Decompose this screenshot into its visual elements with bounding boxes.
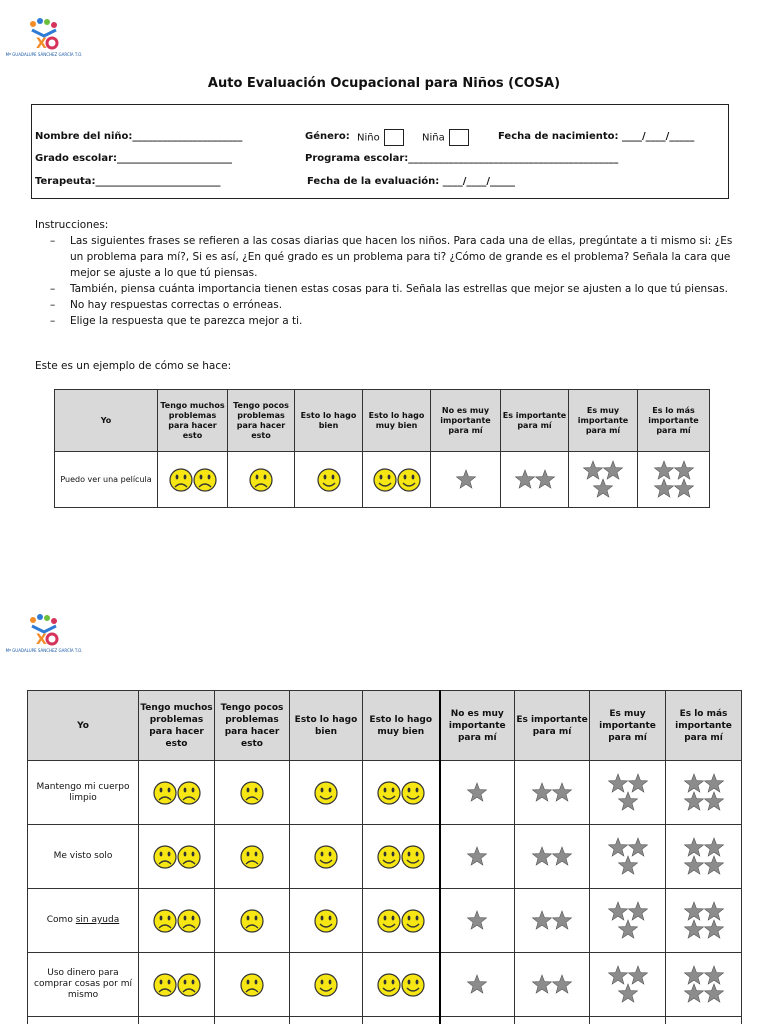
sad-face-icon: [239, 782, 265, 801]
instruction-item: – Elige la respuesta que te parezca mejor a ti.: [35, 313, 735, 329]
two-happy-faces-icon: [376, 846, 426, 865]
four-stars-icon: [682, 974, 726, 993]
four-stars-icon: [682, 846, 726, 865]
two-stars-icon: [530, 910, 574, 929]
cell-important[interactable]: [515, 889, 590, 953]
two-happy-faces-icon: [376, 910, 426, 929]
table-row: [28, 953, 742, 1017]
row-label: Mantengo mi cuerpo limpio: [28, 761, 139, 825]
cell-very-important[interactable]: [569, 452, 638, 508]
col-header-few-problems: Tengo pocos problemas para hacer esto: [228, 390, 295, 452]
instructions: [35, 217, 735, 329]
three-stars-icon: [606, 974, 650, 993]
gender-girl-option[interactable]: Niña: [422, 129, 475, 146]
col-header-do-very-well: Esto lo hago muy bien: [363, 691, 440, 761]
two-happy-faces-icon: [376, 782, 426, 801]
cell-not-important[interactable]: [440, 953, 515, 1017]
cell-most-important[interactable]: [666, 761, 742, 825]
instruction-item: – También, piensa cuánta importancia tienen estas cosas para ti. Señala las estrellas que mejor se ajusten a lo que tú piensas.: [35, 281, 735, 297]
happy-face-icon: [313, 910, 339, 929]
three-stars-icon: [581, 469, 625, 488]
cell-many-problems[interactable]: [139, 953, 215, 1017]
four-stars-icon: [682, 910, 726, 929]
child-name-field[interactable]: Nombre del niño:______________________: [35, 131, 243, 142]
two-happy-faces-icon: [376, 974, 426, 993]
two-sad-faces-icon: [152, 846, 202, 865]
page-title: Auto Evaluación Ocupacional para Niños (COSA): [207, 76, 561, 91]
cell-few-problems[interactable]: [215, 953, 290, 1017]
col-header-few-problems: Tengo pocos problemas para hacer esto: [215, 691, 290, 761]
gender-label: Género:: [305, 131, 350, 142]
sad-face-icon: [239, 846, 265, 865]
logo-caption: Mª GUADALUPE SÁNCHEZ GARCÍA T.O.: [5, 648, 83, 653]
two-stars-icon: [530, 782, 574, 801]
table-row-partial: [28, 1017, 742, 1024]
cell-not-important[interactable]: [440, 761, 515, 825]
col-header-most-important: Es lo más importante para mí: [638, 390, 710, 452]
two-happy-faces-icon: [372, 469, 422, 488]
three-stars-icon: [606, 846, 650, 865]
cell-many-problems[interactable]: [139, 761, 215, 825]
cell-not-important[interactable]: [440, 889, 515, 953]
col-header-do-very-well: Esto lo hago muy bien: [363, 390, 431, 452]
two-stars-icon: [530, 846, 574, 865]
svg-text:X: X: [36, 632, 47, 648]
assessment-header-row: [28, 691, 742, 761]
cell-very-important[interactable]: [590, 953, 666, 1017]
instruction-item: – No hay respuestas correctas o erróneas.: [35, 297, 735, 313]
happy-face-icon: [316, 469, 342, 488]
cell-few-problems[interactable]: [215, 889, 290, 953]
happy-face-icon: [313, 846, 339, 865]
cell-few-problems[interactable]: [215, 761, 290, 825]
svg-text:X: X: [36, 36, 47, 52]
instructions-heading: Instrucciones:: [35, 219, 109, 231]
col-header-very-important: Es muy importante para mí: [569, 390, 638, 452]
sad-face-icon: [248, 469, 274, 488]
cell-do-well[interactable]: [290, 953, 363, 1017]
cell-do-well[interactable]: [290, 825, 363, 889]
example-label: Este es un ejemplo de cómo se hace:: [35, 360, 232, 372]
cell-few-problems[interactable]: [215, 825, 290, 889]
instructions-list: [35, 233, 735, 329]
table-row: [28, 761, 742, 825]
gender-boy-option[interactable]: Niño: [357, 129, 410, 146]
cell-do-very-well[interactable]: [363, 953, 440, 1017]
sad-face-icon: [239, 910, 265, 929]
assessment-table: [27, 690, 742, 1024]
info-form: [31, 104, 729, 199]
col-header-do-well: Esto lo hago bien: [295, 390, 363, 452]
row-label: Como sin ayuda: [28, 889, 139, 953]
col-header-important: Es importante para mí: [515, 691, 590, 761]
row-label: Me visto solo: [28, 825, 139, 889]
cell-very-important[interactable]: [590, 761, 666, 825]
cell-do-very-well[interactable]: [363, 452, 431, 508]
cell-very-important[interactable]: [590, 825, 666, 889]
cell-do-very-well[interactable]: [363, 761, 440, 825]
grade-field[interactable]: Grado escolar:_______________________: [35, 153, 233, 164]
col-header-yo: Yo: [28, 691, 139, 761]
example-row-label: Puedo ver una película: [55, 452, 158, 508]
logo-hands-icon: [24, 612, 64, 648]
col-header-not-important: No es muy importante para mí: [431, 390, 501, 452]
cell-many-problems[interactable]: [139, 825, 215, 889]
col-header-very-important: Es muy importante para mí: [590, 691, 666, 761]
logo-caption: Mª GUADALUPE SÁNCHEZ GARCÍA T.O.: [5, 52, 83, 57]
two-stars-icon: [513, 469, 557, 488]
one-star-icon: [465, 974, 489, 993]
one-star-icon: [465, 846, 489, 865]
two-sad-faces-icon: [152, 974, 202, 993]
cell-do-well[interactable]: [290, 761, 363, 825]
one-star-icon: [465, 782, 489, 801]
table-row: [28, 889, 742, 953]
four-stars-icon: [652, 469, 696, 488]
cell-important[interactable]: [515, 761, 590, 825]
cell-important[interactable]: [515, 825, 590, 889]
col-header-not-important: No es muy importante para mí: [440, 691, 515, 761]
four-stars-icon: [682, 782, 726, 801]
cell-most-important[interactable]: [638, 452, 710, 508]
cell-many-problems[interactable]: [139, 889, 215, 953]
example-header-row: [55, 390, 710, 452]
eval-date-field[interactable]: Fecha de la evaluación: ____/____/_____: [307, 176, 516, 187]
cell-not-important[interactable]: [431, 452, 501, 508]
col-header-most-important: Es lo más importante para mí: [666, 691, 742, 761]
cell-do-well[interactable]: [295, 452, 363, 508]
cell-many-problems[interactable]: [158, 452, 228, 508]
one-star-icon: [454, 469, 478, 488]
cell-not-important[interactable]: [440, 825, 515, 889]
col-header-yo: Yo: [55, 390, 158, 452]
col-header-do-well: Esto lo hago bien: [290, 691, 363, 761]
cell-very-important[interactable]: [590, 889, 666, 953]
program-field[interactable]: Programa escolar:__________________________________________: [305, 153, 619, 164]
boy-checkbox[interactable]: [384, 129, 404, 146]
birth-date-field[interactable]: Fecha de nacimiento: ____/____/_____: [498, 131, 695, 142]
two-sad-faces-icon: [152, 782, 202, 801]
table-row: [28, 825, 742, 889]
girl-checkbox[interactable]: [449, 129, 469, 146]
happy-face-icon: [313, 782, 339, 801]
therapist-field[interactable]: Terapeuta:_________________________: [35, 176, 221, 187]
cell-important[interactable]: [501, 452, 569, 508]
cell-do-well[interactable]: [290, 889, 363, 953]
three-stars-icon: [606, 910, 650, 929]
cell-do-very-well[interactable]: [363, 825, 440, 889]
example-row: [55, 452, 710, 508]
one-star-icon: [465, 910, 489, 929]
logo: [4, 16, 84, 57]
logo-hands-icon: [24, 16, 64, 52]
col-header-many-problems: Tengo muchos problemas para hacer esto: [139, 691, 215, 761]
two-sad-faces-icon: [168, 469, 218, 488]
col-header-many-problems: Tengo muchos problemas para hacer esto: [158, 390, 228, 452]
sad-face-icon: [239, 974, 265, 993]
cell-most-important[interactable]: [666, 953, 742, 1017]
cell-important[interactable]: [515, 953, 590, 1017]
three-stars-icon: [606, 782, 650, 801]
cell-few-problems[interactable]: [228, 452, 295, 508]
happy-face-icon: [313, 974, 339, 993]
two-sad-faces-icon: [152, 910, 202, 929]
cell-most-important[interactable]: [666, 889, 742, 953]
cell-most-important[interactable]: [666, 825, 742, 889]
instruction-item: – Las siguientes frases se refieren a las cosas diarias que hacen los niños. Para cada una de ellas, pregúntate a ti mismo si: ¿Es un problema para mí?, Si es así, ¿En qué grado es un problema para ti? ¿Cómo de grande es el problema? Señala la cara que mejor se ajuste a lo que tú piensas.: [35, 233, 735, 281]
logo: [4, 612, 84, 653]
example-table: [54, 389, 710, 508]
col-header-important: Es importante para mí: [501, 390, 569, 452]
cell-do-very-well[interactable]: [363, 889, 440, 953]
row-label: Uso dinero para comprar cosas por mí mismo: [28, 953, 139, 1017]
two-stars-icon: [530, 974, 574, 993]
